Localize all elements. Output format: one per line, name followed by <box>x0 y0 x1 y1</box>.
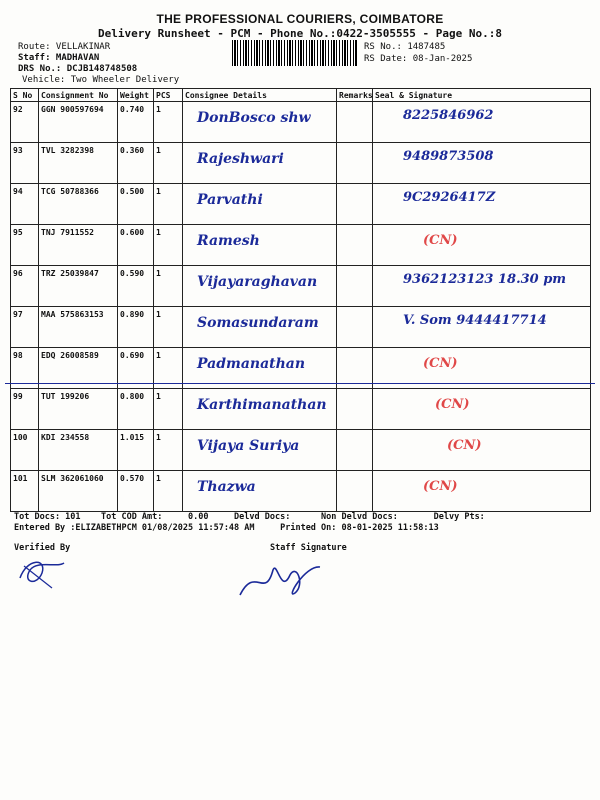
table-row <box>11 184 591 225</box>
pieces-cell: 1 <box>154 225 183 266</box>
rs-number: RS No.: 1487485 <box>364 42 446 52</box>
consignee-details-cell <box>183 102 337 143</box>
remarks-cell <box>337 389 373 430</box>
cn-mark: (CN) <box>447 438 482 453</box>
weight-cell: 0.890 <box>118 307 154 348</box>
pieces-cell: 1 <box>154 348 183 389</box>
consignment-number-cell: GGN 900597694 <box>39 102 118 143</box>
verified-signature-image <box>12 548 72 593</box>
consignee-handwritten-name: Ramesh <box>197 233 260 249</box>
seal-signature-cell <box>373 307 591 348</box>
seal-signature-cell <box>373 102 591 143</box>
pieces-cell: 1 <box>154 143 183 184</box>
pen-line-mark <box>5 383 595 384</box>
serial-number-cell: 101 <box>11 471 39 512</box>
serial-number-cell: 92 <box>11 102 39 143</box>
consignee-handwritten-name: Padmanathan <box>197 356 306 372</box>
handwritten-signature-phone: 9C2926417Z <box>403 190 496 205</box>
serial-number-cell: 96 <box>11 266 39 307</box>
consignee-details-cell <box>183 307 337 348</box>
pieces-cell: 1 <box>154 266 183 307</box>
cn-mark: (CN) <box>423 356 458 371</box>
table-row <box>11 143 591 184</box>
company-title: THE PROFESSIONAL COURIERS, COIMBATORE <box>156 12 444 26</box>
consignee-handwritten-name: Parvathi <box>197 192 263 208</box>
staff-signature-label: Staff Signature <box>270 543 347 553</box>
remarks-cell <box>337 266 373 307</box>
column-header: PCS <box>154 89 183 102</box>
weight-cell: 0.500 <box>118 184 154 225</box>
consignee-details-cell <box>183 184 337 225</box>
remarks-cell <box>337 184 373 225</box>
pieces-cell: 1 <box>154 389 183 430</box>
seal-signature-cell <box>373 266 591 307</box>
consignee-details-cell <box>183 430 337 471</box>
runsheet-table <box>10 88 591 512</box>
consignee-handwritten-name: Vijayaraghavan <box>197 274 318 290</box>
vehicle-label: Vehicle: Two Wheeler Delivery <box>22 75 180 85</box>
barcode-image <box>232 40 357 66</box>
totals-line: Tot Docs: 101 Tot COD Amt: 0.00 Delvd Docs: Non Delvd Docs: Delvy Pts: <box>14 512 485 522</box>
table-row <box>11 307 591 348</box>
pieces-cell: 1 <box>154 184 183 225</box>
serial-number-cell: 97 <box>11 307 39 348</box>
serial-number-cell: 93 <box>11 143 39 184</box>
weight-cell: 0.360 <box>118 143 154 184</box>
column-header: Consignee Details <box>183 89 337 102</box>
seal-signature-cell <box>373 143 591 184</box>
pieces-cell: 1 <box>154 471 183 512</box>
column-header: S No <box>11 89 39 102</box>
consignee-handwritten-name: Thazwa <box>197 479 256 495</box>
table-row <box>11 102 591 143</box>
consignee-handwritten-name: Rajeshwari <box>197 151 284 167</box>
seal-signature-cell <box>373 389 591 430</box>
consignment-number-cell: MAA 575863153 <box>39 307 118 348</box>
weight-cell: 0.800 <box>118 389 154 430</box>
weight-cell: 1.015 <box>118 430 154 471</box>
entered-by-line: Entered By :ELIZABETHPCM 01/08/2025 11:57:48 AM Printed On: 08-01-2025 11:58:13 <box>14 523 439 533</box>
table-row <box>11 471 591 512</box>
route-label: Route: VELLAKINAR <box>18 42 111 52</box>
handwritten-signature-phone: V. Som 9444417714 <box>403 313 547 328</box>
consignment-number-cell: TRZ 25039847 <box>39 266 118 307</box>
consignee-details-cell <box>183 225 337 266</box>
drs-label: DRS No.: DCJB148748508 <box>18 64 138 74</box>
consignee-handwritten-name: Karthimanathan <box>197 397 327 413</box>
pieces-cell: 1 <box>154 430 183 471</box>
weight-cell: 0.740 <box>118 102 154 143</box>
column-header: Weight <box>118 89 154 102</box>
serial-number-cell: 95 <box>11 225 39 266</box>
table-row <box>11 389 591 430</box>
consignee-details-cell <box>183 471 337 512</box>
consignment-number-cell: EDQ 26008589 <box>39 348 118 389</box>
consignment-number-cell: TVL 3282398 <box>39 143 118 184</box>
verified-by-label: Verified By <box>14 543 71 553</box>
consignment-number-cell: KDI 234558 <box>39 430 118 471</box>
weight-cell: 0.690 <box>118 348 154 389</box>
seal-signature-cell <box>373 184 591 225</box>
consignee-handwritten-name: DonBosco shw <box>197 110 311 126</box>
cn-mark: (CN) <box>423 233 458 248</box>
consignee-details-cell <box>183 143 337 184</box>
pieces-cell: 1 <box>154 307 183 348</box>
staff-signature-image <box>235 555 325 605</box>
consignment-number-cell: TCG 50788366 <box>39 184 118 225</box>
remarks-cell <box>337 307 373 348</box>
seal-signature-cell <box>373 430 591 471</box>
serial-number-cell: 94 <box>11 184 39 225</box>
table-row <box>11 225 591 266</box>
column-header: Remarks <box>337 89 373 102</box>
runsheet-subtitle: Delivery Runsheet - PCM - Phone No.:0422-3505555 - Page No.:8 <box>98 27 502 40</box>
table-row <box>11 430 591 471</box>
consignment-number-cell: TNJ 7911552 <box>39 225 118 266</box>
remarks-cell <box>337 471 373 512</box>
serial-number-cell: 100 <box>11 430 39 471</box>
seal-signature-cell <box>373 225 591 266</box>
cn-mark: (CN) <box>423 479 458 494</box>
column-header: Seal & Signature <box>373 89 591 102</box>
seal-signature-cell <box>373 471 591 512</box>
remarks-cell <box>337 430 373 471</box>
serial-number-cell: 98 <box>11 348 39 389</box>
remarks-cell <box>337 143 373 184</box>
handwritten-signature-phone: 8225846962 <box>403 108 494 123</box>
cn-mark: (CN) <box>435 397 470 412</box>
table-row <box>11 266 591 307</box>
serial-number-cell: 99 <box>11 389 39 430</box>
weight-cell: 0.570 <box>118 471 154 512</box>
consignment-number-cell: SLM 362061060 <box>39 471 118 512</box>
consignee-details-cell <box>183 266 337 307</box>
staff-label: Staff: MADHAVAN <box>18 53 100 63</box>
table-header-row <box>11 89 591 102</box>
pieces-cell: 1 <box>154 102 183 143</box>
rs-date: RS Date: 08-Jan-2025 <box>364 54 473 64</box>
consignment-number-cell: TUT 199206 <box>39 389 118 430</box>
remarks-cell <box>337 102 373 143</box>
weight-cell: 0.590 <box>118 266 154 307</box>
column-header: Consignment No <box>39 89 118 102</box>
consignee-details-cell <box>183 389 337 430</box>
handwritten-signature-phone: 9362123123 18.30 pm <box>403 272 567 287</box>
weight-cell: 0.600 <box>118 225 154 266</box>
consignee-handwritten-name: Vijaya Suriya <box>197 438 300 454</box>
handwritten-signature-phone: 9489873508 <box>403 149 494 164</box>
consignee-handwritten-name: Somasundaram <box>197 315 319 331</box>
remarks-cell <box>337 225 373 266</box>
